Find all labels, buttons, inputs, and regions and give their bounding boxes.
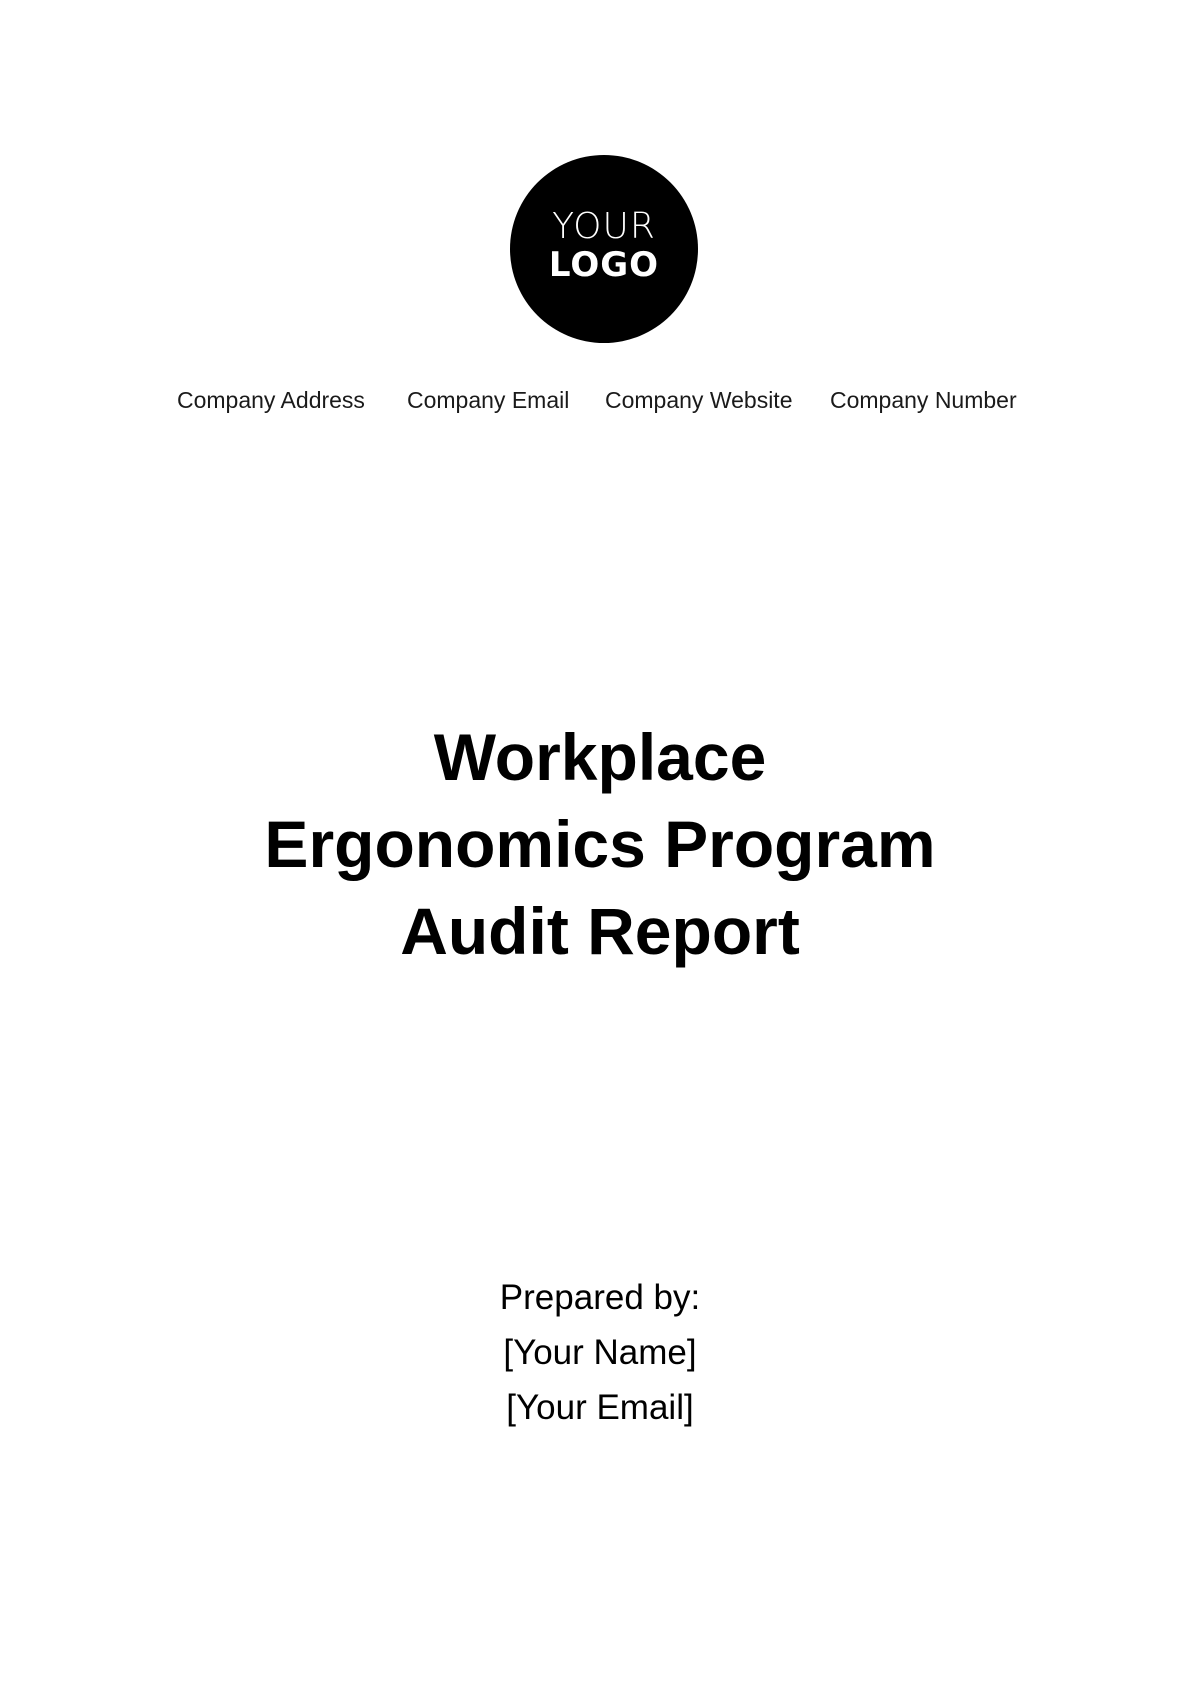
prepared-by-label: Prepared by: <box>499 1278 701 1317</box>
title-line-2: Ergonomics Program <box>264 807 936 882</box>
preparer-email: [Your Email] <box>506 1388 694 1427</box>
title-line-1: Workplace <box>433 720 767 795</box>
company-website: Company Website <box>605 387 793 413</box>
company-number: Company Number <box>830 387 1017 413</box>
logo-text-top: YOUR <box>552 206 656 247</box>
title-line-3: Audit Report <box>400 894 800 969</box>
logo-text-bottom: LOGO <box>548 245 660 285</box>
company-logo <box>510 155 698 343</box>
company-info-row <box>0 385 1200 415</box>
company-address: Company Address <box>177 387 365 413</box>
prepared-by-block <box>0 1270 1200 1435</box>
company-email: Company Email <box>407 387 570 413</box>
document-title <box>0 714 1200 975</box>
preparer-name: [Your Name] <box>503 1333 697 1372</box>
